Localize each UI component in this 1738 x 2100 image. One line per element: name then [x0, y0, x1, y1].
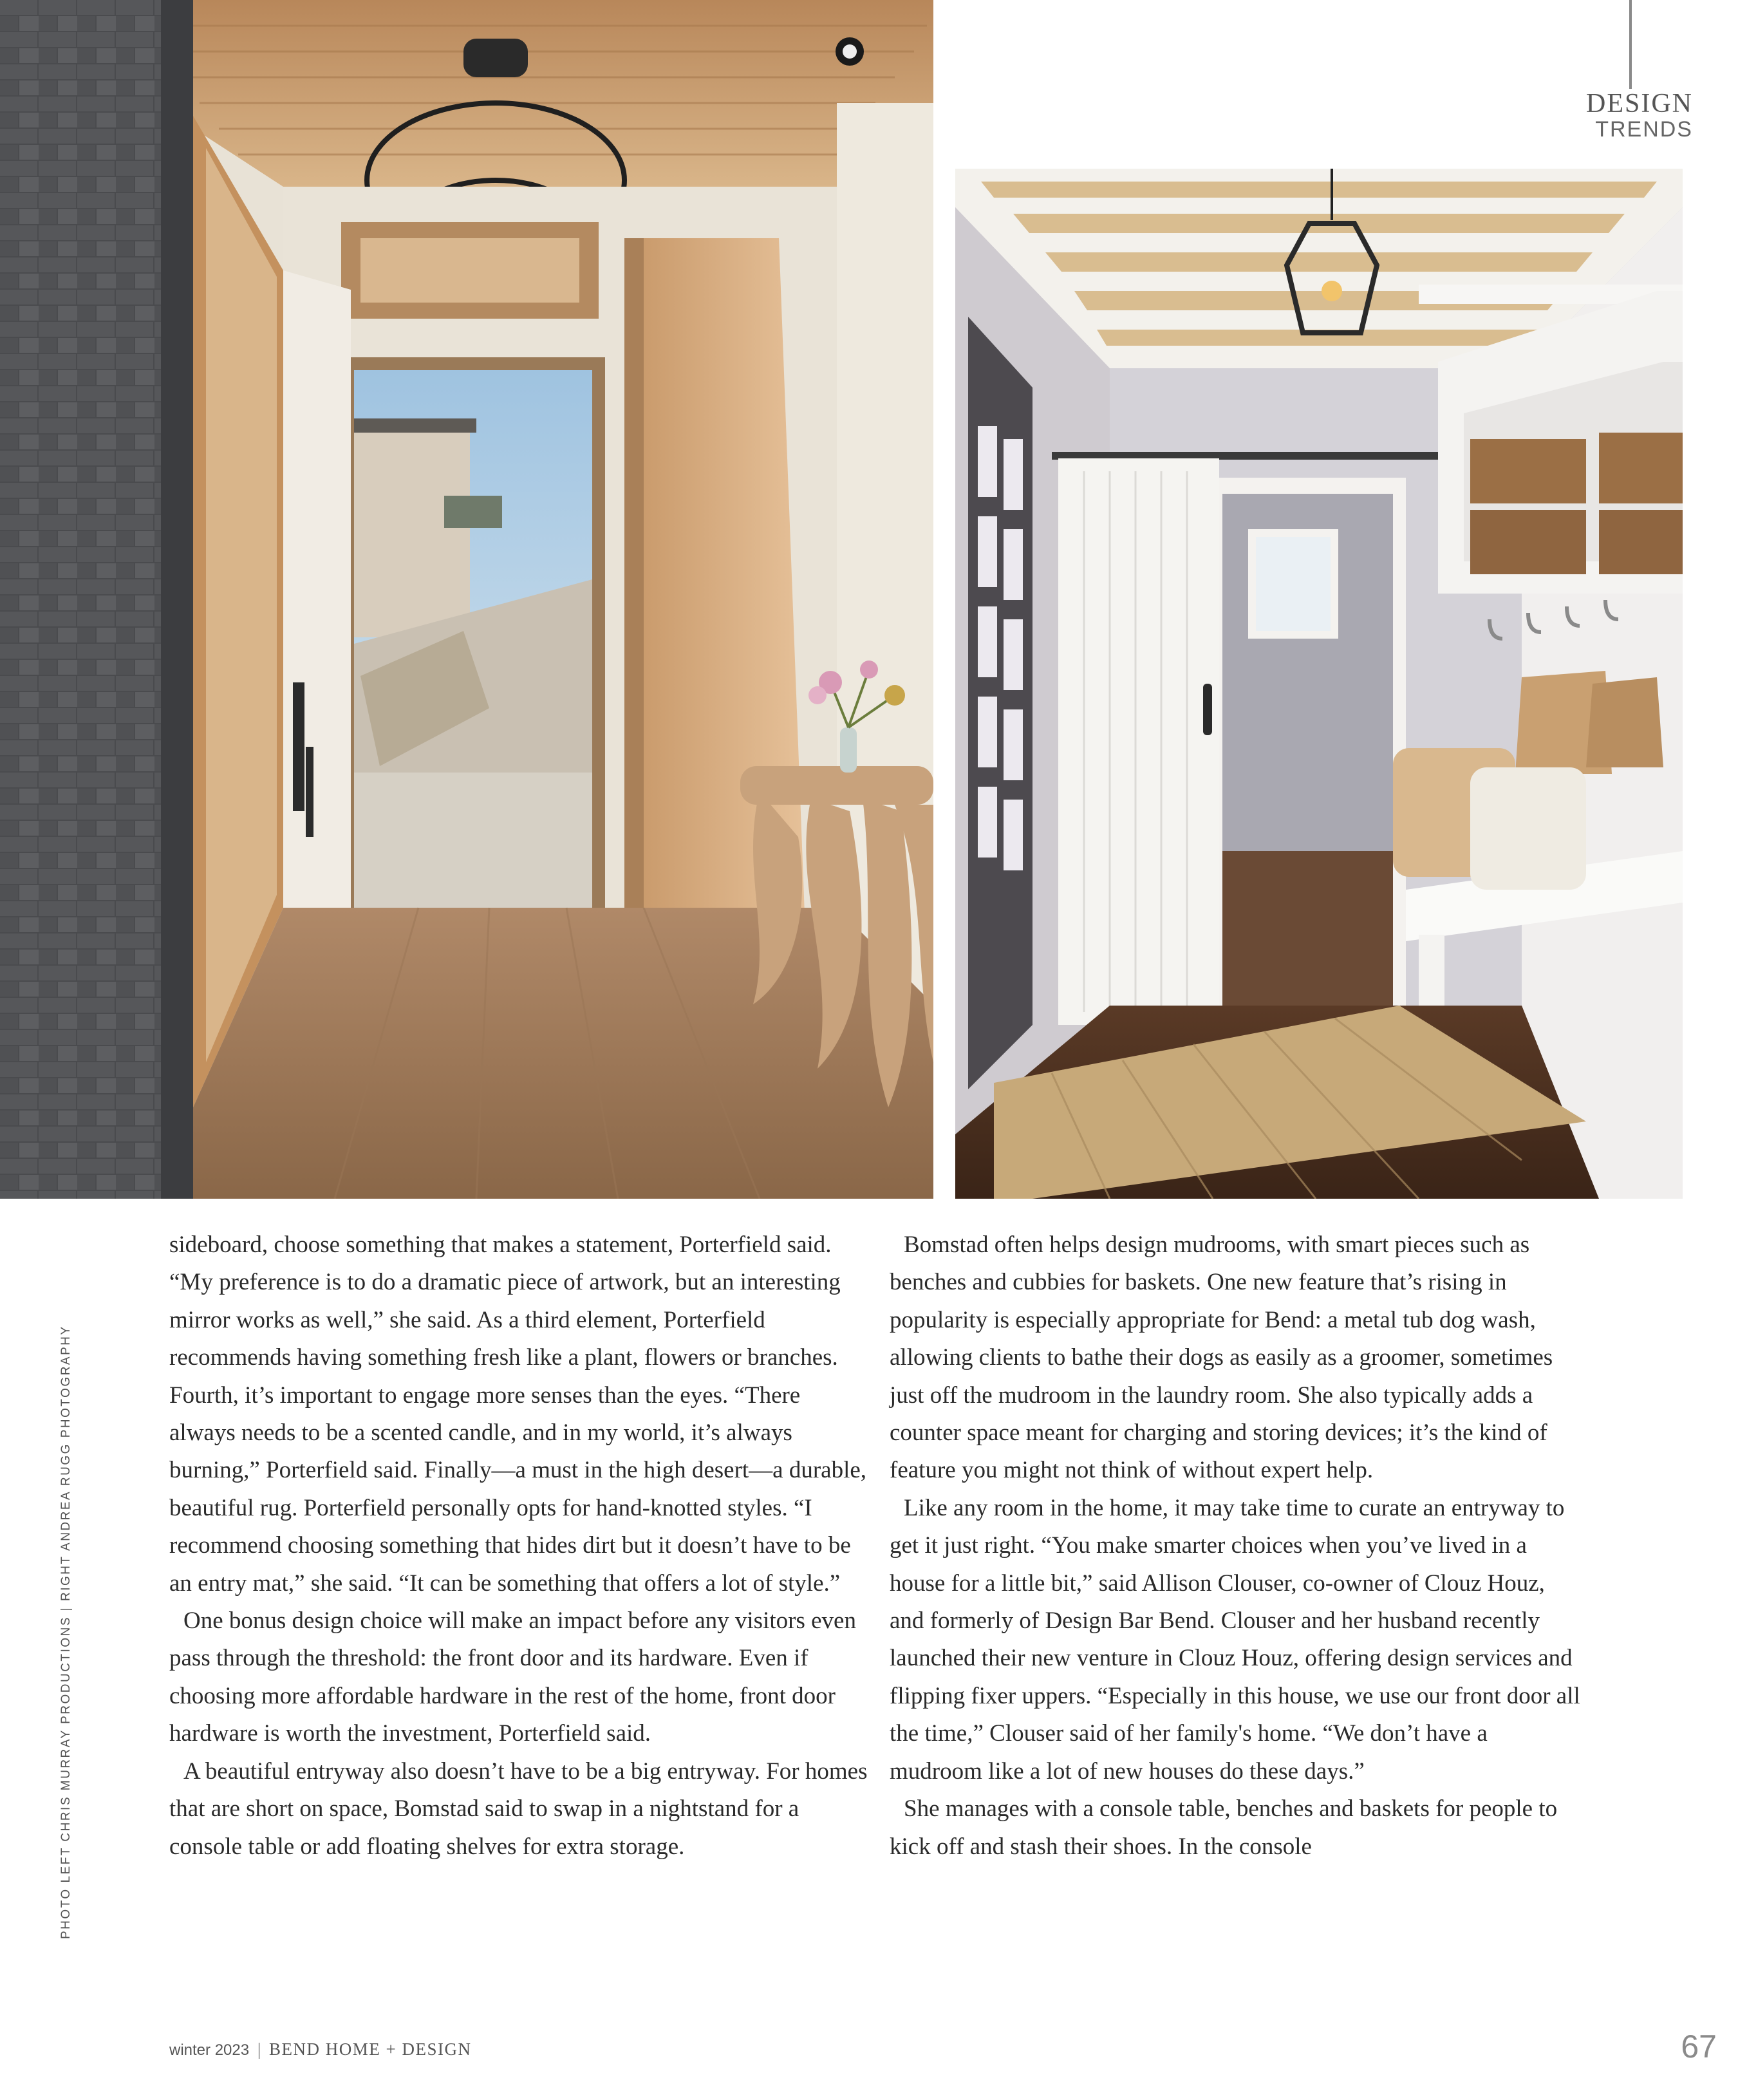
section-tag-rule: [1629, 0, 1632, 89]
section-tag-line1: DESIGN: [1586, 89, 1693, 118]
section-tag: [1586, 90, 1693, 140]
paragraph: sideboard, choose something that makes a statement, Porterfield said. “My preference is to do a dramatic piece of artwork, but an interesting mirror works as well,” she said. As a third element, Porterfield recommends having something fresh like a plant, flowers or branches. Fourth, it’s important to engage more senses than the eyes. “There always needs to be a scented candle, and in my world, it’s always burning,” Porterfield said. Finally—a must in the high desert—a durable, beautiful rug. Porterfield personally opts for hand-knotted styles. “I recommend choosing something that hides dirt but it doesn’t have to be an entry mat,” she said. “It can be something that offers a lot of style.”: [169, 1232, 867, 1597]
paragraph: She manages with a console table, benches and baskets for people to kick off and stash their shoes. In the console: [890, 1795, 1558, 1860]
paragraph: Like any room in the home, it may take time to curate an entryway to get it just right. “You make smarter choices when you’ve lived in a house for a little bit,” said Allison Clouser, co-owner of Clouz Houz, and formerly of Design Bar Bend. Clouser and her husband recently launched their new venture in Clouz Houz, offering design services and flipping fixer uppers. “Especially in this house, we use our front door all the time,” Clouser said of her family's home. “We don’t have a mudroom like a lot of new houses do these days.”: [890, 1494, 1580, 1785]
footer-season: winter 2023: [169, 2041, 250, 2059]
photo-mudroom-barn-door: [955, 169, 1683, 1199]
footer-separator: |: [257, 2039, 261, 2059]
page-number: 67: [1681, 2029, 1717, 2065]
paragraph: Bomstad often helps design mudrooms, with smart pieces such as benches and cubbies for baskets. One new feature that’s rising in popularity is especially appropriate for Bend: a metal tub dog wash, allowing clients to bathe their dogs as easily as a groomer, sometimes just off the mudroom in the laundry room. She also typically adds a counter space meant for charging and storing devices; it’s the kind of feature you might not think of without expert help.: [890, 1232, 1553, 1484]
paragraph: One bonus design choice will make an impact before any visitors even pass through the threshold: the front door and its hardware. Even if choosing more affordable hardware in the rest of the home, front door hardware is worth the investment, Porterfield said.: [169, 1608, 856, 1747]
paragraph: A beautiful entryway also doesn’t have to be a big entryway. For homes that are short on space, Bomstad said to swap in a nightstand for a console table or add floating shelves for extra storage.: [169, 1758, 868, 1860]
photo-entryway-open-door: [0, 0, 933, 1199]
page-footer: [169, 2039, 471, 2059]
body-column-left: [169, 1226, 871, 1866]
photo-credit: PHOTO LEFT CHRIS MURRAY PRODUCTIONS | RIGHT ANDREA RUGG PHOTOGRAPHY: [59, 1325, 73, 1939]
section-tag-line2: TRENDS: [1595, 117, 1693, 142]
footer-magazine-name: BEND HOME + DESIGN: [268, 2039, 472, 2059]
body-column-right: [890, 1226, 1585, 1866]
